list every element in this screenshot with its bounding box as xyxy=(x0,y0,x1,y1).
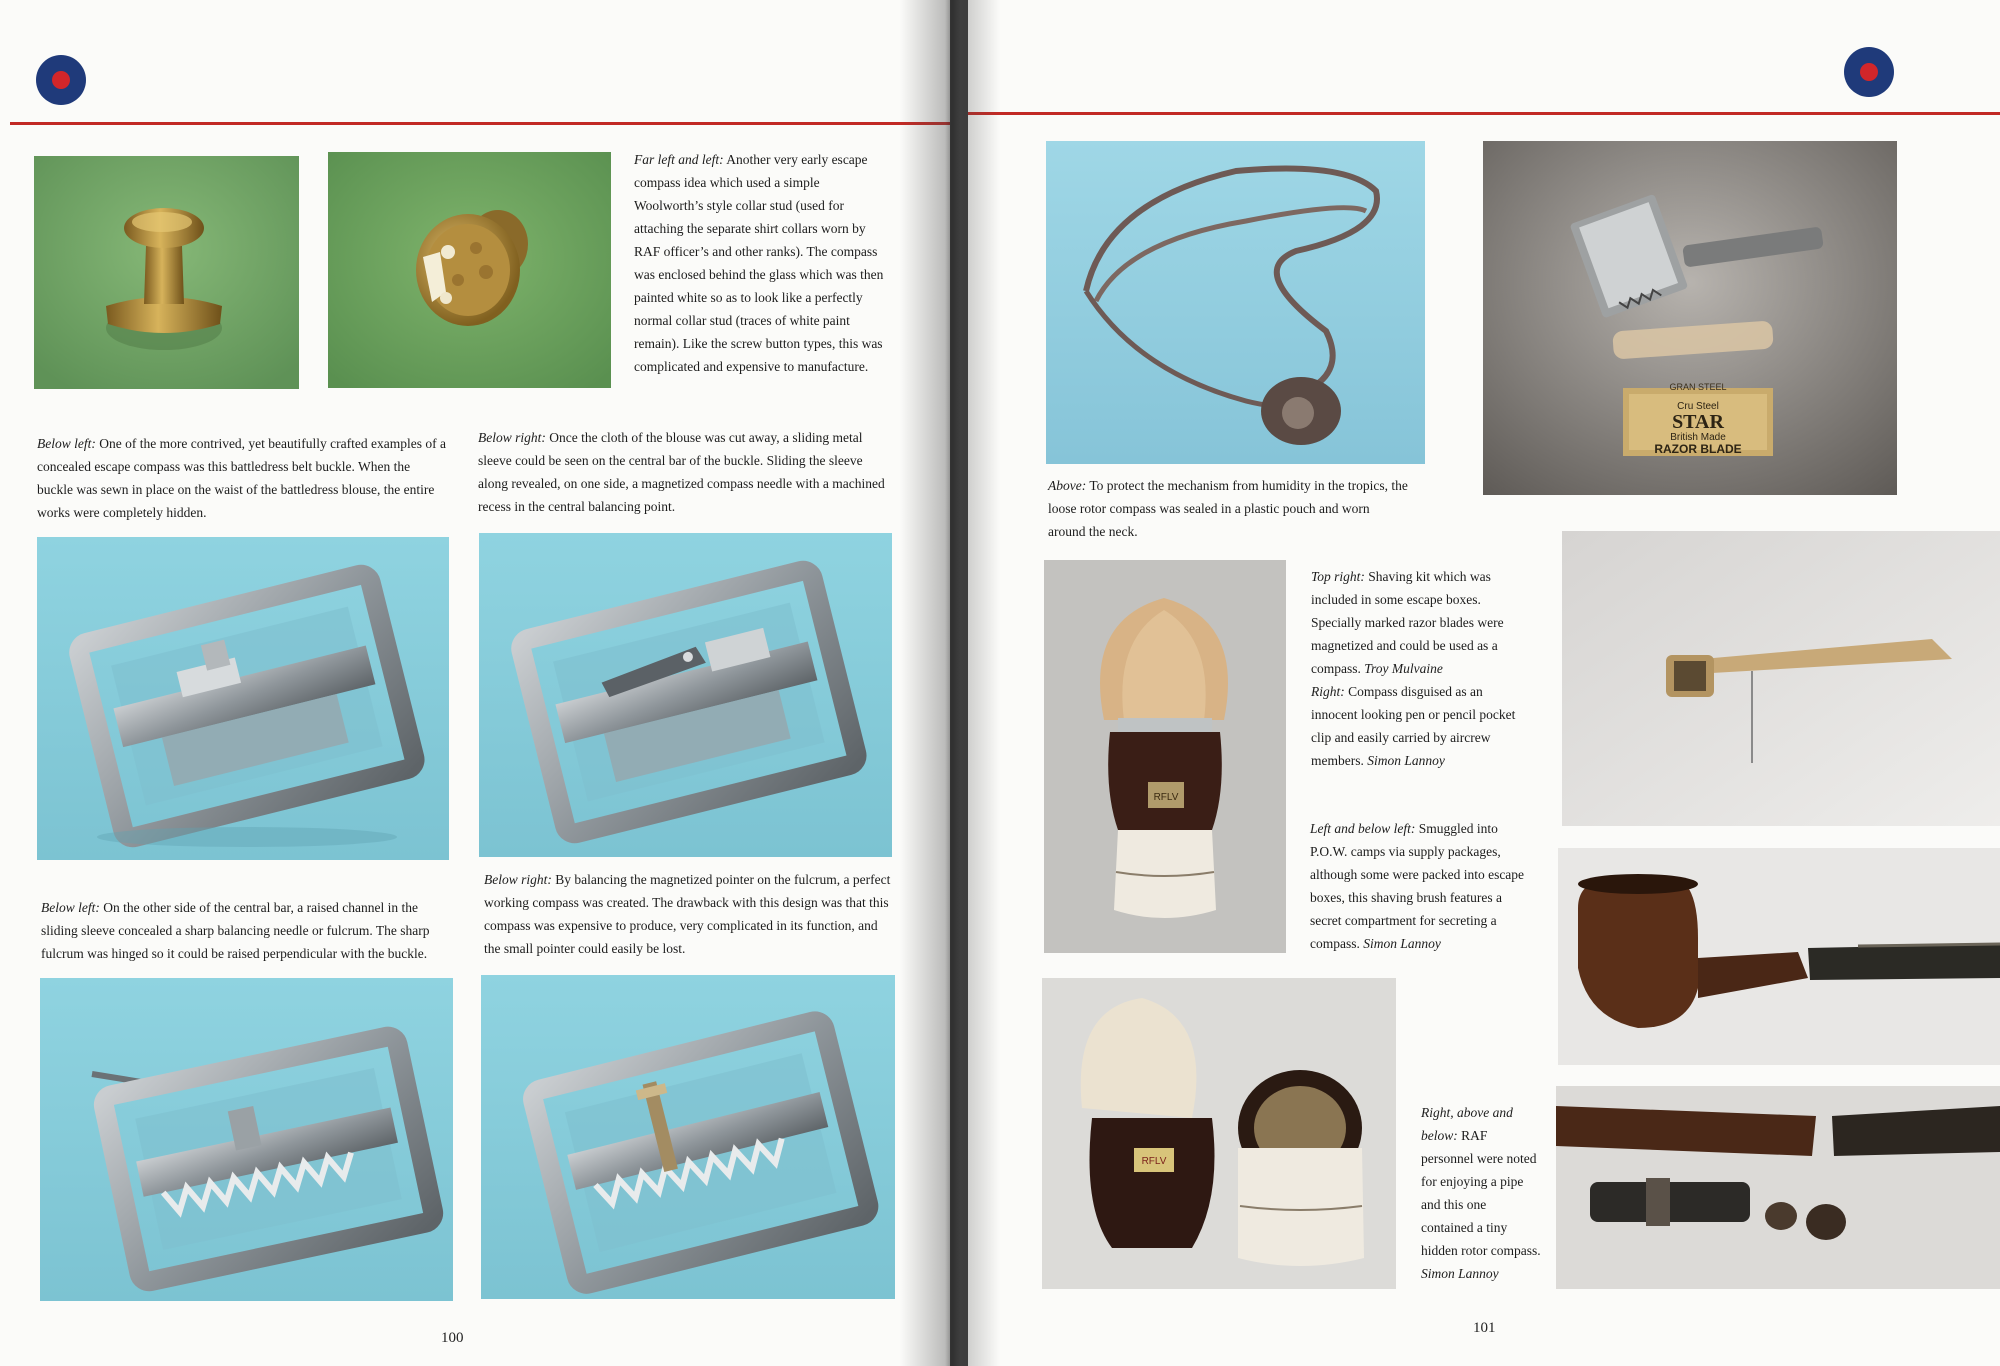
caption-body: Another very early escape compass idea which used a simple Woolworth’s style collar stud (used for attaching the separate shirt collars worn by RAF officer’s and other ranks). The compass was enclosed behind the glass which was then painted white so as to look like a perfectly normal collar stud (traces of white paint remain). Like the screw button types, this was complicated and expensive to manufacture. xyxy=(634,152,884,374)
photo-pipe xyxy=(1558,848,2000,1065)
raf-roundel-icon xyxy=(1844,47,1894,97)
caption-lead: Left and below left: xyxy=(1310,821,1416,836)
photo-pen-clip-compass xyxy=(1562,531,2000,826)
caption-lead: Below left: xyxy=(37,436,96,451)
left-page xyxy=(0,0,950,1366)
photo-belt-buckle-sleeve xyxy=(479,533,892,857)
photo-collar-stud-face xyxy=(328,152,611,388)
photo-compass-pouch xyxy=(1046,141,1425,464)
caption-lead: Below left: xyxy=(41,900,100,915)
raf-roundel-icon xyxy=(36,55,86,105)
brush-label-text: RFLV xyxy=(1141,1156,1167,1167)
caption-shaving-kit xyxy=(1311,565,1521,772)
photo-shaving-kit xyxy=(1483,141,1897,495)
caption-credit: Simon Lannoy xyxy=(1421,1266,1499,1281)
caption-body: On the other side of the central bar, a raised channel in the sliding sleeve concealed a sharp balancing needle or fulcrum. The sharp fulcrum was hinged so it could be raised perpendicular with the buckle. xyxy=(41,900,430,961)
caption-body: RAF personnel were noted for enjoying a pipe and this one contained a tiny hidden rotor compass. xyxy=(1421,1128,1541,1258)
caption-pipe xyxy=(1421,1101,1541,1285)
caption-lead: Below right: xyxy=(484,872,552,887)
caption-lead: Right: xyxy=(1311,684,1345,699)
caption-body: To protect the mechanism from humidity in the tropics, the loose rotor compass was sealed in a plastic pouch and worn around the neck. xyxy=(1048,478,1408,539)
razor-grade-text: Cru Steel xyxy=(1677,401,1719,412)
brush-label-text: RFLV xyxy=(1153,792,1179,803)
caption-body: By balancing the magnetized pointer on the fulcrum, a perfect working compass was created. The drawback with this design was that this compass was expensive to produce, very complicated in its function, and the small pointer could easily be lost. xyxy=(484,872,891,956)
photo-buckle-needle-raised xyxy=(40,978,453,1301)
right-page xyxy=(968,0,2000,1366)
caption-sleeve-revealed xyxy=(478,426,888,518)
caption-body: Smuggled into P.O.W. camps via supply packages, although some were packed into escape boxes, this shaving brush features a secret compartment for secreting a compass. xyxy=(1310,821,1525,951)
caption-pointer-fulcrum xyxy=(484,868,894,960)
caption-credit: Simon Lannoy xyxy=(1367,753,1445,768)
caption-body: Once the cloth of the blouse was cut away, a sliding metal sleeve could be seen on the central bar of the buckle. Sliding the sleeve along revealed, on one side, a magnetized compass needle with a machined recess in the central balancing point. xyxy=(478,430,885,514)
caption-body: Shaving kit which was included in some escape boxes. Specially marked razor blades were magnetized and could be used as a compass. xyxy=(1311,569,1504,676)
razor-product-text: RAZOR BLADE xyxy=(1654,442,1742,456)
photo-collar-stud-side xyxy=(34,156,299,389)
caption-balancing-needle xyxy=(41,896,453,965)
caption-lead: Above: xyxy=(1048,478,1087,493)
razor-maker-text: GRAN STEEL xyxy=(1669,382,1727,392)
caption-pouch xyxy=(1048,474,1408,543)
photo-pipe-disassembled xyxy=(1556,1086,2000,1289)
caption-collar-studs xyxy=(634,148,892,378)
caption-shaving-brush xyxy=(1310,817,1532,955)
caption-body: Compass disguised as an innocent looking pen or pencil pocket clip and easily carried by aircrew members. xyxy=(1311,684,1516,768)
caption-lead: Far left and left: xyxy=(634,152,724,167)
caption-lead: Top right: xyxy=(1311,569,1365,584)
photo-buckle-pointer-balanced xyxy=(481,975,895,1299)
caption-lead: Below right: xyxy=(478,430,546,445)
caption-credit: Troy Mulvaine xyxy=(1364,661,1443,676)
caption-credit: Simon Lannoy xyxy=(1363,936,1441,951)
header-rule xyxy=(10,122,950,125)
razor-brand-text: STAR xyxy=(1672,411,1724,433)
caption-body: One of the more contrived, yet beautifully crafted examples of a concealed escape compass was this battledress belt buckle. When the buckle was sewn in place on the waist of the battledress blouse, the entire works were completely hidden. xyxy=(37,436,446,520)
caption-belt-buckle-intro xyxy=(37,432,447,524)
caption-lead: Right, above and below: xyxy=(1421,1105,1513,1143)
photo-shaving-brush xyxy=(1044,560,1286,953)
photo-shaving-brush-compartment xyxy=(1042,978,1396,1289)
page-number-right: 101 xyxy=(1473,1320,1496,1336)
photo-belt-buckle-closed xyxy=(37,537,449,860)
page-number-left: 100 xyxy=(441,1330,464,1346)
razor-origin-text: British Made xyxy=(1670,432,1726,443)
header-rule xyxy=(968,112,2000,115)
